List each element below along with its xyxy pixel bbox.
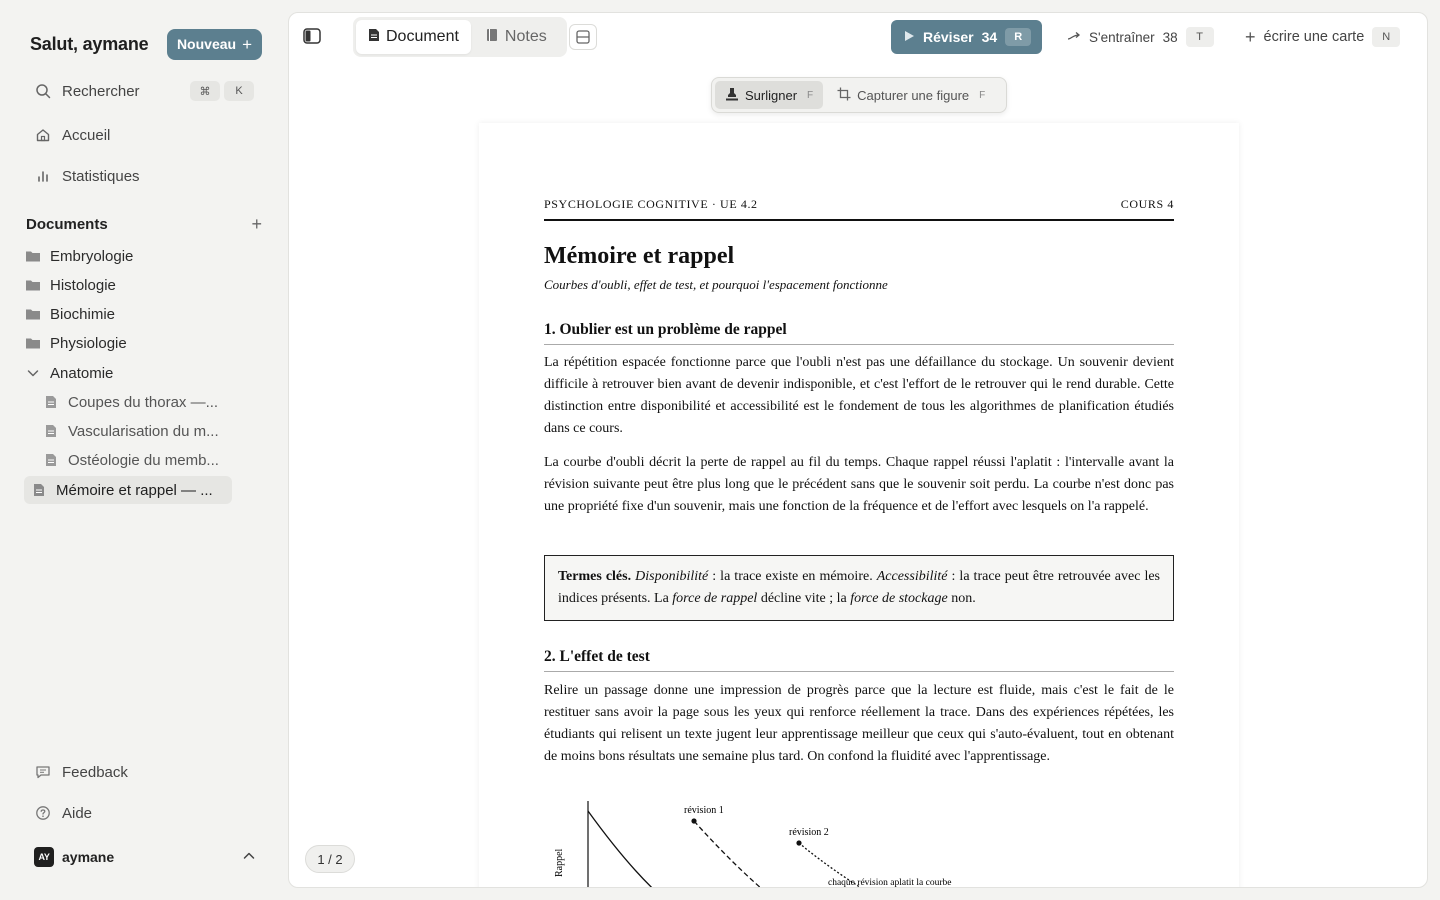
message-icon xyxy=(34,763,52,781)
folder-label: Embryologie xyxy=(50,247,134,265)
folder-embryologie[interactable] xyxy=(24,243,133,269)
folder-icon xyxy=(24,276,42,294)
key-term: Accessibilité xyxy=(876,569,948,584)
document-icon xyxy=(42,451,60,469)
key-terms-box xyxy=(544,555,1174,621)
key-term-definition: décline vite ; la xyxy=(757,591,851,606)
folder-icon xyxy=(24,334,42,352)
document-icon xyxy=(30,481,48,499)
search-label: Rechercher xyxy=(62,82,140,100)
folder-histologie[interactable] xyxy=(24,272,116,298)
user-menu[interactable] xyxy=(34,846,256,868)
document-item[interactable] xyxy=(42,389,228,415)
document-label: Ostéologie du memb... xyxy=(68,451,219,469)
folder-label: Histologie xyxy=(50,276,116,294)
feedback-button[interactable] xyxy=(24,755,264,789)
shortcut-key: T xyxy=(1186,27,1214,47)
sidebar xyxy=(0,0,288,900)
page-counter: 1 / 2 xyxy=(305,845,355,873)
write-card-label: écrire une carte xyxy=(1263,29,1365,45)
new-button-label: Nouveau xyxy=(176,36,237,52)
help-label: Aide xyxy=(62,804,93,822)
main-panel xyxy=(288,12,1428,888)
shortcut-key: K xyxy=(224,81,254,101)
bar-chart-icon xyxy=(34,167,52,185)
document-subtitle: Courbes d'oubli, effet de test, et pourquoi l'espacement fonctionne xyxy=(544,277,888,292)
folder-anatomie[interactable] xyxy=(24,360,113,386)
review-count: 34 xyxy=(981,29,998,45)
document-label: Mémoire et rappel — ... xyxy=(56,481,213,499)
review-button[interactable] xyxy=(891,20,1042,54)
plus-icon: + xyxy=(242,34,252,54)
nav-statistics-label: Statistiques xyxy=(62,167,140,185)
search-shortcut xyxy=(186,81,264,101)
tab-label: Document xyxy=(386,28,459,45)
folder-physiologie[interactable] xyxy=(24,330,127,356)
sidebar-toggle-icon[interactable] xyxy=(301,25,323,47)
document-item[interactable] xyxy=(42,447,228,473)
new-button[interactable] xyxy=(167,29,262,60)
document-page xyxy=(479,123,1239,888)
document-item-active[interactable] xyxy=(24,476,232,504)
course-number: COURS 4 xyxy=(1120,197,1174,211)
notebook-icon xyxy=(485,28,499,47)
review-label: Réviser xyxy=(923,29,974,45)
shortcut-key: R xyxy=(1005,28,1031,46)
course-label: PSYCHOLOGIE COGNITIVE · UE 4.2 xyxy=(544,197,758,211)
train-button[interactable] xyxy=(1067,25,1214,49)
feedback-label: Feedback xyxy=(62,763,128,781)
document-label: Coupes du thorax —... xyxy=(68,393,219,411)
document-title: Mémoire et rappel xyxy=(544,243,735,269)
folder-label: Physiologie xyxy=(50,334,127,352)
folder-label: Anatomie xyxy=(50,364,114,382)
shortcut-key: N xyxy=(1372,27,1400,47)
key-term-definition: : la trace peut être retrouvée avec les indices présents. La xyxy=(558,569,1160,606)
documents-title: Documents xyxy=(26,216,108,233)
documents-section-header xyxy=(26,214,264,235)
paragraph: La répétition espacée fonctionne parce que l'oubli n'est pas une défaillance du stockage. Un souvenir devient difficile à retrouver bien avant de devenir indisponible, et c'est l'effort de le retrouver qui le rend durable. Cette distinction entre disponibilité et accessibilité est le fondement de tous les algorithmes de planification étudiés dans ce cours. xyxy=(544,355,1174,436)
paragraph: La courbe d'oubli décrit la perte de rappel au fil du temps. Chaque rappel réussi l'aplatit : l'intervalle avant la révision suivante peut être plus long que le précédent sans que le souvenir soit perdu. La courbe n'est donc pas une propriété fixe d'un souvenir, mais une fonction de la fréquence et de l'effort avec lesquels on l'a rappelé. xyxy=(544,455,1174,514)
chevron-up-icon xyxy=(242,849,256,866)
highlighter-icon xyxy=(725,87,739,104)
home-icon xyxy=(34,126,52,144)
figure-label: révision 1 xyxy=(684,805,724,816)
shortcut-key: F xyxy=(807,89,814,101)
document-item[interactable] xyxy=(42,418,228,444)
nav-statistics[interactable] xyxy=(24,159,264,193)
sidebar-header xyxy=(30,28,262,60)
folder-icon xyxy=(24,247,42,265)
train-label: S'entraîner xyxy=(1089,29,1155,45)
figure-label: révision 2 xyxy=(789,827,829,838)
section-heading: 1. Oublier est un problème de rappel xyxy=(544,321,1174,345)
annotation-toolbar xyxy=(711,77,1007,113)
nav-home-label: Accueil xyxy=(62,126,111,144)
train-count: 38 xyxy=(1162,29,1178,45)
section-heading: 2. L'effet de test xyxy=(544,648,1174,672)
capture-figure-tool[interactable] xyxy=(827,81,995,109)
view-tabs xyxy=(353,17,567,57)
document-label: Vascularisation du m... xyxy=(68,422,219,440)
key-term: force de stockage xyxy=(850,591,948,606)
key-term: Disponibilité xyxy=(635,569,709,584)
search-icon xyxy=(34,82,52,100)
key-terms-label: Termes clés. xyxy=(558,569,632,584)
topbar xyxy=(289,13,1427,61)
help-button[interactable] xyxy=(24,796,264,830)
greeting: Salut, aymane xyxy=(30,33,149,54)
page-header xyxy=(544,197,1174,221)
search-button[interactable] xyxy=(24,74,264,108)
document-icon xyxy=(42,422,60,440)
key-term-definition: non. xyxy=(947,591,976,606)
tab-label: Notes xyxy=(504,28,547,45)
forgetting-curve-figure xyxy=(544,799,964,888)
chevron-down-icon xyxy=(24,364,42,382)
plus-icon: + xyxy=(1245,27,1256,47)
highlight-label: Surligner xyxy=(745,87,798,103)
paragraph: Relire un passage donne une impression de progrès parce que la lecture est fluide, mais c'est le fait de le restituer sans avoir la page sous les yeux qui renforce réellement la trace. Dans des expériences répétées, les étudiants qui relisent un texte jugent leur apprentissage meilleur que ceux qui s'auto-évaluent, tout en obtenant de moins bons résultats une semaine plus tard. On confond la fluidité avec l'apprentissage. xyxy=(544,683,1174,764)
tab-document[interactable] xyxy=(356,20,471,54)
figure-ylabel: Rappel xyxy=(554,848,565,877)
folder-label: Biochimie xyxy=(50,305,116,323)
help-icon xyxy=(34,804,52,822)
figure-curve xyxy=(588,811,664,888)
document-icon xyxy=(368,28,380,47)
tab-notes[interactable] xyxy=(473,20,559,54)
avatar: AY xyxy=(34,847,54,867)
capture-label: Capturer une figure xyxy=(857,87,970,103)
user-name: aymane xyxy=(62,849,115,865)
write-card-button[interactable] xyxy=(1245,25,1400,49)
shortcut-key: F xyxy=(979,89,986,101)
crop-icon xyxy=(837,87,851,104)
highlight-tool[interactable] xyxy=(715,81,823,109)
folder-icon xyxy=(24,305,42,323)
key-term-definition: : la trace existe en mémoire. xyxy=(708,569,877,584)
play-icon xyxy=(903,29,915,45)
document-icon xyxy=(42,393,60,411)
shortcut-key: ⌘ xyxy=(190,81,220,101)
figure-annotation: chaque révision aplatit la courbe xyxy=(828,878,952,888)
folder-biochimie[interactable] xyxy=(24,301,115,327)
split-view-icon[interactable] xyxy=(569,24,597,50)
nav-home[interactable] xyxy=(24,118,264,152)
figure-curve xyxy=(694,821,774,888)
arrow-icon xyxy=(1067,30,1081,45)
key-term: force de rappel xyxy=(672,591,758,606)
add-document-icon[interactable]: + xyxy=(251,214,262,234)
